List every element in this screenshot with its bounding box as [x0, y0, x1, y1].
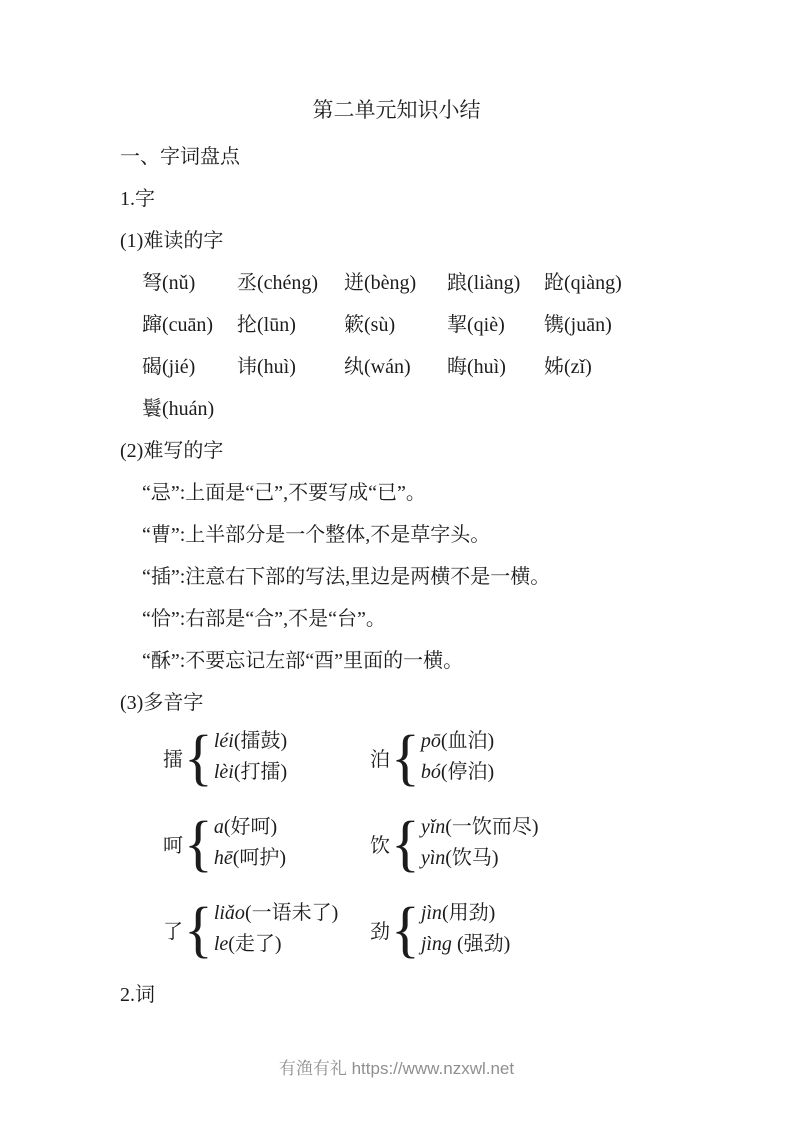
part1-heading-hard-read: (1)难读的字 [120, 230, 224, 252]
example: (用劲) [441, 902, 496, 924]
pinyin: bó [420, 761, 441, 783]
polyphonic-character: 饮 [370, 834, 390, 857]
example: (好呵) [223, 816, 278, 838]
brace-icon [391, 898, 420, 961]
brace-icon [391, 726, 420, 789]
brace-icon [184, 898, 213, 961]
readings-list [421, 898, 510, 960]
reading-item [421, 929, 510, 960]
hard-read-item [344, 388, 447, 430]
readings-list [214, 898, 338, 960]
hard-read-item: 弩(nǔ) [142, 272, 196, 294]
pinyin: yìn [420, 847, 446, 869]
reading-item [421, 757, 494, 788]
reading-item [421, 898, 510, 929]
readings-list [421, 812, 539, 874]
hard-read-row [142, 388, 673, 430]
example: (呵护) [232, 847, 287, 869]
reading-item [214, 843, 286, 874]
part3-heading-polyphonic: (3)多音字 [120, 692, 204, 714]
example: (停泊) [440, 761, 495, 783]
subsection-zi: 1.字 [120, 188, 155, 210]
pinyin: le [213, 933, 229, 955]
pinyin: lèi [213, 761, 234, 783]
hard-write-note: “酥”:不要忘记左部“酉”里面的一横。 [142, 650, 464, 672]
readings-list [214, 812, 286, 874]
polyphonic-group-lei [163, 724, 370, 790]
hard-read-row [142, 346, 673, 388]
polyphonic-group-yin [370, 810, 673, 876]
polyphonic-character: 劲 [370, 920, 390, 943]
reading-item [214, 757, 287, 788]
reading-item [421, 726, 494, 757]
pinyin: pō [420, 730, 441, 752]
pinyin: jìn [420, 902, 442, 924]
polyphonic-character: 了 [163, 920, 183, 943]
pinyin: yǐn [420, 816, 446, 838]
watermark-footer: 有渔有礼 https://www.nzxwl.net [278, 1059, 515, 1078]
example: (饮马) [445, 847, 499, 869]
hard-read-item [447, 388, 544, 430]
hard-read-item: 晦(huì) [447, 356, 506, 378]
hard-read-item: 簌(sù) [344, 314, 396, 336]
example: (走了) [228, 933, 282, 955]
reading-item [214, 898, 338, 929]
hard-read-item: 迸(bèng) [344, 272, 417, 294]
hard-read-row [142, 262, 673, 304]
hard-read-item: 镌(juān) [544, 314, 612, 336]
pinyin: liǎo [213, 902, 245, 924]
reading-item [214, 812, 286, 843]
example: (擂鼓) [233, 730, 288, 752]
polyphonic-group-liao [163, 896, 370, 962]
example: (一语未了) [244, 902, 339, 924]
example: (强劲) [451, 933, 511, 955]
hard-write-note: “曹”:上半部分是一个整体,不是草字头。 [142, 524, 491, 546]
hard-read-item: 碣(jié) [142, 356, 196, 378]
polyphonic-group-he [163, 810, 370, 876]
reading-item [421, 812, 539, 843]
pinyin: jìng [420, 933, 452, 955]
pinyin: a [213, 816, 224, 838]
hard-write-note: “恰”:右部是“合”,不是“台”。 [142, 608, 386, 630]
hard-read-item: 跄(qiàng) [544, 272, 622, 294]
reading-item [214, 929, 338, 960]
page-title: 第二单元知识小结 [312, 98, 481, 122]
polyphonic-character: 擂 [163, 748, 183, 771]
readings-list [421, 726, 494, 788]
hard-write-note: “忌”:上面是“己”,不要写成“已”。 [142, 482, 426, 504]
part2-heading-hard-write: (2)难写的字 [120, 440, 224, 462]
hard-read-item: 鬟(huán) [142, 398, 215, 420]
hard-read-item: 踉(liàng) [447, 272, 521, 294]
polyphonic-character: 呵 [163, 834, 183, 857]
reading-item [421, 843, 539, 874]
subsection-ci: 2.词 [120, 984, 155, 1006]
readings-list [214, 726, 287, 788]
hard-read-item: 蹿(cuān) [142, 314, 214, 336]
brace-icon [184, 812, 213, 875]
pinyin: hē [213, 847, 233, 869]
pinyin: léi [213, 730, 234, 752]
hard-read-item: 抡(lūn) [237, 314, 296, 336]
brace-icon [184, 726, 213, 789]
polyphonic-character: 泊 [370, 748, 390, 771]
hard-read-item: 挈(qiè) [447, 314, 505, 336]
section-heading-zici: 一、字词盘点 [120, 146, 240, 168]
hard-write-note: “插”:注意右下部的写法,里边是两横不是一横。 [142, 566, 551, 588]
hard-read-item: 纨(wán) [344, 356, 411, 378]
example: (打擂) [233, 761, 288, 783]
polyphonic-group-po [370, 724, 673, 790]
hard-read-item [237, 388, 344, 430]
hard-read-item: 丞(chéng) [237, 272, 319, 294]
brace-icon [391, 812, 420, 875]
example: (一饮而尽) [445, 816, 539, 838]
hard-read-row [142, 304, 673, 346]
polyphonic-section [163, 724, 673, 962]
example: (血泊) [440, 730, 495, 752]
hard-read-item: 姊(zǐ) [544, 356, 592, 378]
hard-read-item: 讳(huì) [237, 356, 296, 378]
reading-item [214, 726, 287, 757]
hard-read-item [544, 388, 673, 430]
polyphonic-group-jin [370, 896, 673, 962]
